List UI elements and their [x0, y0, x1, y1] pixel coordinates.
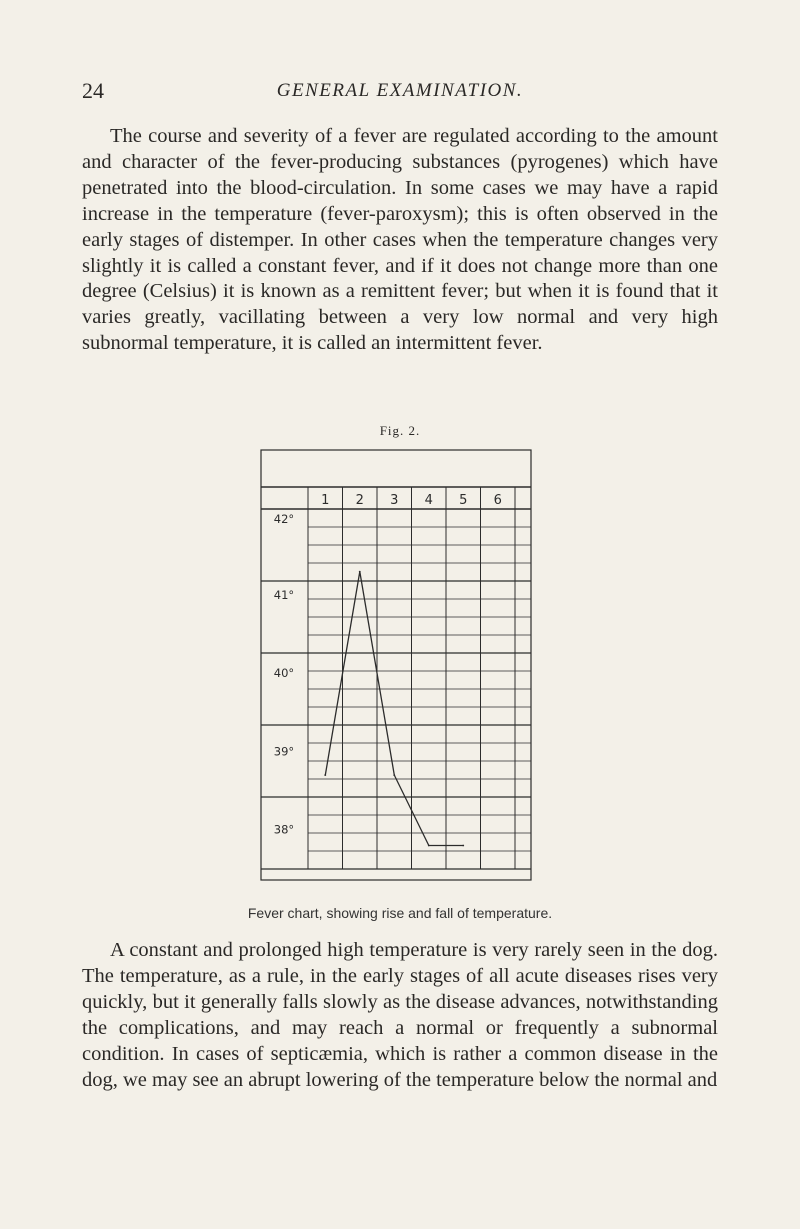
y-tick-label: 38° — [273, 822, 295, 837]
chart-outer-frame — [261, 450, 531, 880]
x-tick-label: 4 — [424, 493, 433, 508]
paragraph-fever-types: The course and severity of a fever are regulated according to the amount and character of the fever-producing substances (pyrogenes) which have penetrated into the blood-circulation. In some cases we may have a rapid increase in the temperature (fever-paroxysm); this is often observed in the early stages of distemper. In other cases when the temperature changes very slightly it is called a constant fever, and if it does not change more than one degree (Celsius) it is known as a remittent fever; but when it is found that it varies greatly, vacillating between a very low normal and very high subnormal temperature, it is called an intermittent fever. — [82, 125, 718, 355]
x-tick-label: 2 — [355, 493, 364, 508]
page-number: 24 — [82, 78, 104, 103]
temperature-point — [462, 845, 464, 847]
fever-chart — [258, 447, 534, 883]
y-tick-label: 42° — [273, 512, 295, 526]
paragraph-constant-temperature: A constant and prolonged high temperature is very rarely seen in the dog. The temperature, as a rule, in the early stages of all acute diseases rises very quickly, but it generally falls slowly as the disease advances, notwithstanding the complications, and may reach a normal or frequently a subnormal condition. In cases of septicæmia, which is rather a common disease in the dog, we may see an abrupt lowering of the temperature below the normal and — [82, 939, 718, 1091]
x-tick-label: 1 — [321, 493, 330, 508]
temperature-point — [428, 845, 430, 847]
page-header — [0, 78, 800, 108]
x-tick-label: 6 — [493, 493, 502, 508]
temperature-point — [393, 774, 395, 776]
temperature-point — [324, 774, 326, 776]
y-tick-label: 39° — [273, 744, 295, 759]
x-tick-label: 5 — [459, 493, 468, 508]
figure-label: Fig. 2. — [379, 423, 421, 438]
figure-caption: Fever chart, showing rise and fall of temperature. — [247, 905, 553, 921]
y-tick-label: 40° — [273, 666, 295, 681]
x-tick-label: 3 — [390, 493, 399, 508]
running-title: GENERAL EXAMINATION. — [276, 80, 524, 101]
temperature-point — [359, 571, 361, 573]
temperature-line — [325, 572, 463, 846]
y-tick-label: 41° — [273, 587, 295, 602]
